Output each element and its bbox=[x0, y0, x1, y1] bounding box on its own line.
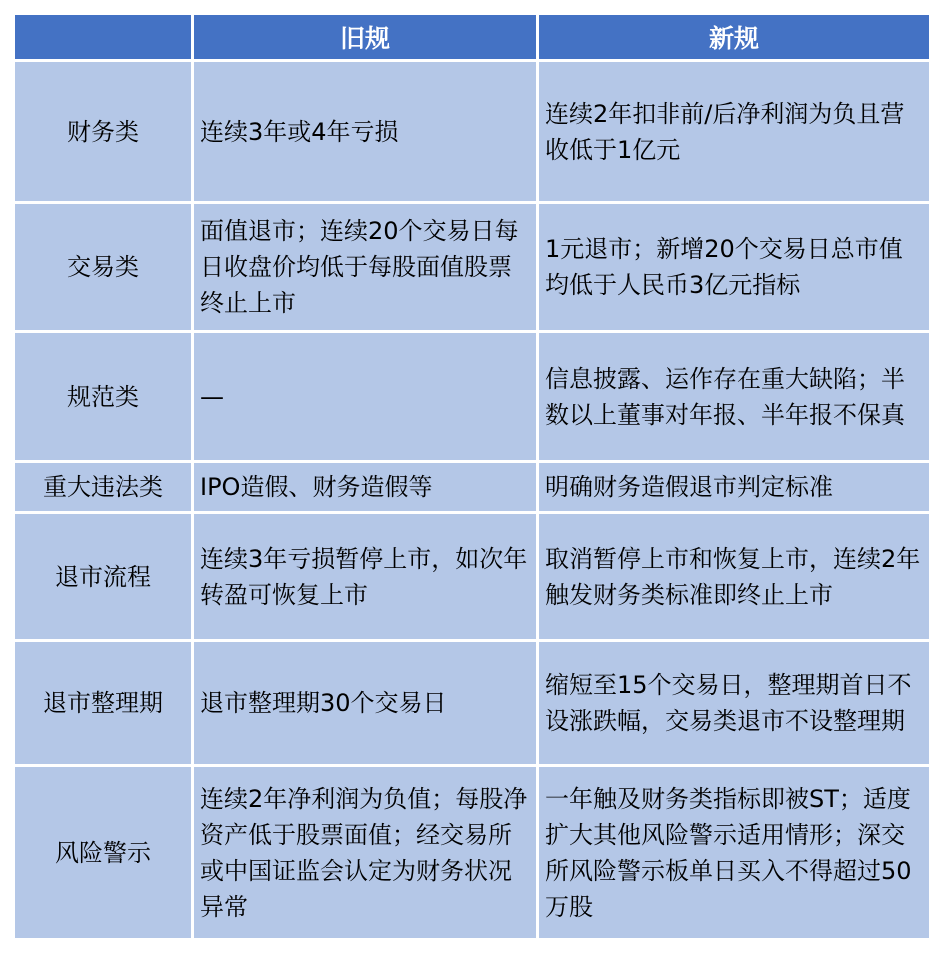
old-rule-cell: 连续3年或4年亏损 bbox=[194, 62, 536, 201]
table-row bbox=[15, 642, 929, 764]
header-blank-cell bbox=[15, 15, 191, 59]
old-rule-cell: 连续3年亏损暂停上市，如次年转盈可恢复上市 bbox=[194, 514, 536, 639]
old-rule-cell: 退市整理期30个交易日 bbox=[194, 642, 536, 764]
old-rule-cell: IPO造假、财务造假等 bbox=[194, 463, 536, 511]
old-rule-cell: 面值退市；连续20个交易日每日收盘价均低于每股面值股票终止上市 bbox=[194, 204, 536, 330]
category-cell: 规范类 bbox=[15, 333, 191, 460]
category-cell: 财务类 bbox=[15, 62, 191, 201]
category-cell: 交易类 bbox=[15, 204, 191, 330]
category-cell: 退市流程 bbox=[15, 514, 191, 639]
table-row bbox=[15, 204, 929, 330]
header-new-rules: 新规 bbox=[539, 15, 929, 59]
table-row bbox=[15, 62, 929, 201]
new-rule-cell: 明确财务造假退市判定标准 bbox=[539, 463, 929, 511]
new-rule-cell: 缩短至15个交易日，整理期首日不设涨跌幅，交易类退市不设整理期 bbox=[539, 642, 929, 764]
header-old-rules: 旧规 bbox=[194, 15, 536, 59]
category-cell: 重大违法类 bbox=[15, 463, 191, 511]
table-row bbox=[15, 463, 929, 511]
category-cell: 退市整理期 bbox=[15, 642, 191, 764]
new-rule-cell: 取消暂停上市和恢复上市，连续2年触发财务类标准即终止上市 bbox=[539, 514, 929, 639]
table-row bbox=[15, 333, 929, 460]
header-row bbox=[15, 15, 929, 59]
old-rule-cell: — bbox=[194, 333, 536, 460]
new-rule-cell: 信息披露、运作存在重大缺陷；半数以上董事对年报、半年报不保真 bbox=[539, 333, 929, 460]
table-row bbox=[15, 767, 929, 938]
new-rule-cell: 一年触及财务类指标即被ST；适度扩大其他风险警示适用情形；深交所风险警示板单日买入不得超过50万股 bbox=[539, 767, 929, 938]
category-cell: 风险警示 bbox=[15, 767, 191, 938]
new-rule-cell: 1元退市；新增20个交易日总市值均低于人民币3亿元指标 bbox=[539, 204, 929, 330]
rules-comparison-table bbox=[12, 12, 932, 941]
table-row bbox=[15, 514, 929, 639]
new-rule-cell: 连续2年扣非前/后净利润为负且营收低于1亿元 bbox=[539, 62, 929, 201]
old-rule-cell: 连续2年净利润为负值；每股净资产低于股票面值；经交易所或中国证监会认定为财务状况异常 bbox=[194, 767, 536, 938]
